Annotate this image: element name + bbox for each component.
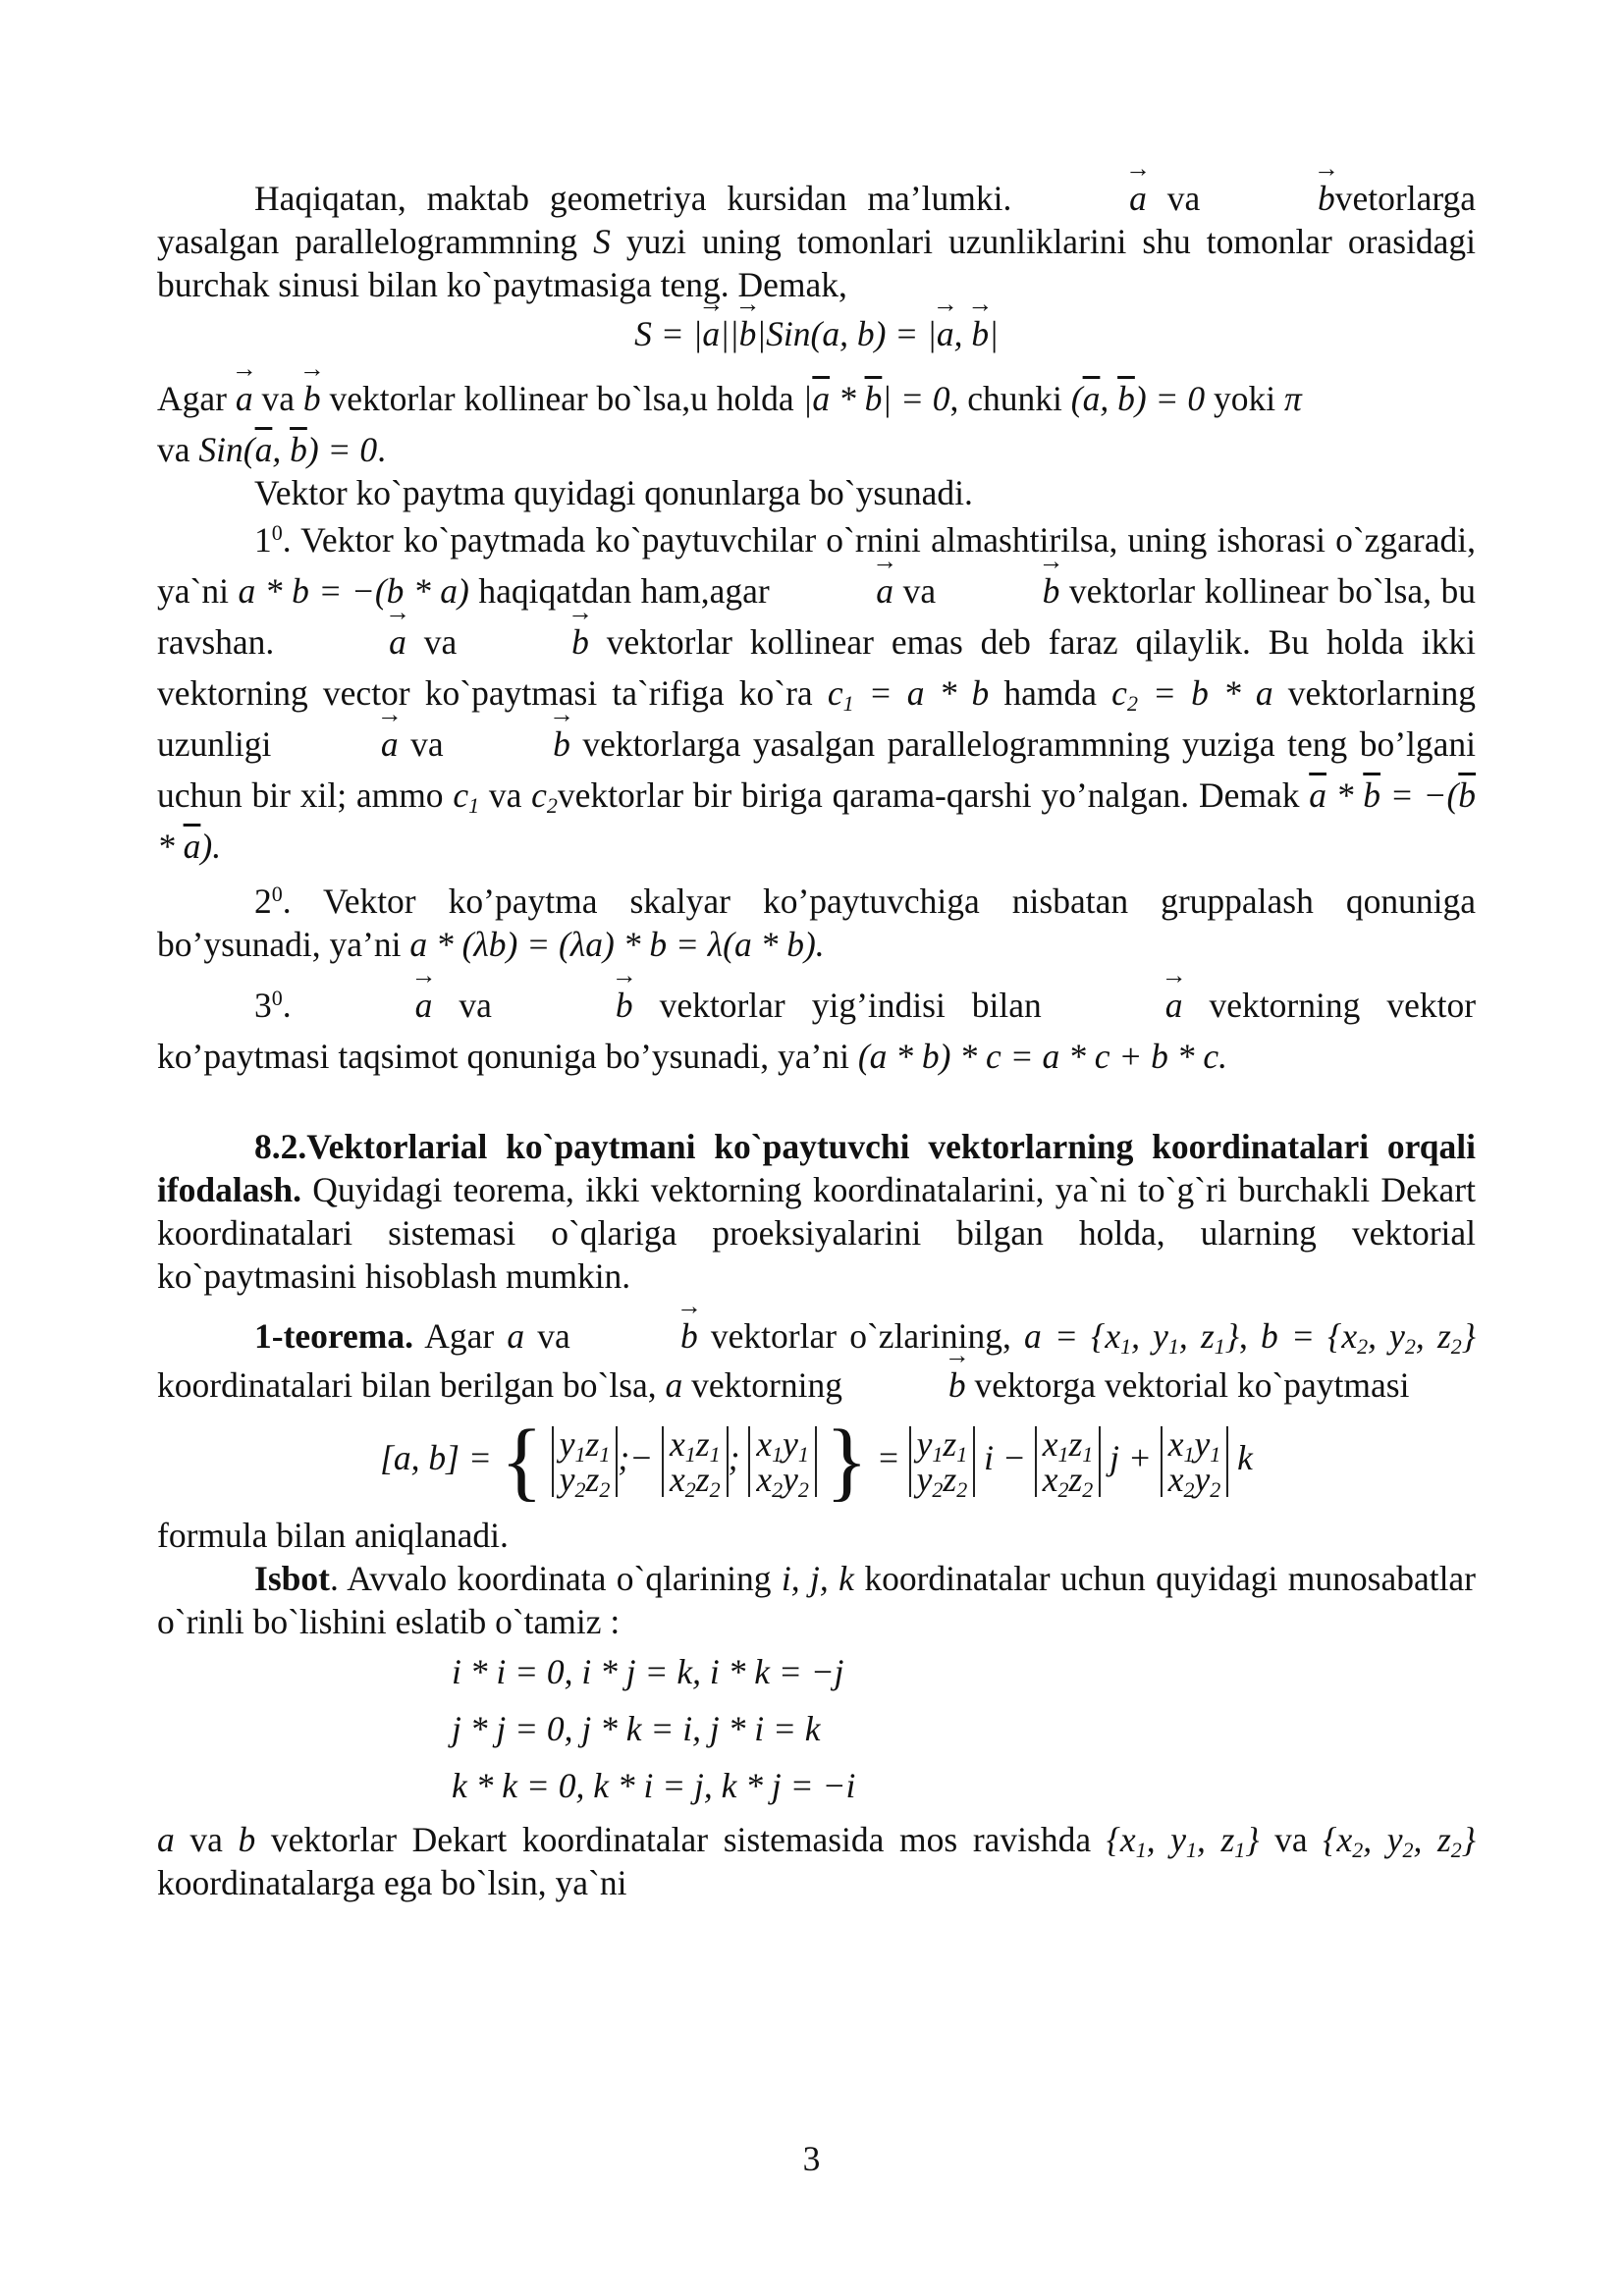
law-2: $2^0$. Vektor ko’paytma skalyar ko’paytuvchiga nisbatan gruppalash qonuniga bo’ysunadi, ya’ni a * (λb) = (λa) * b = λ(a * b). — [157, 881, 1476, 964]
text: koordinatalar uchun quyidagi munosabatlar o`rinli bo`lishini eslatib o`tamiz : — [157, 1559, 1477, 1641]
paragraph-2b: va $Sin(\overline{a}$, $\overline{b}) = 0$. — [157, 430, 386, 469]
text: Haqiqatan, maktab geometriya kursidan ma’lumki. — [254, 179, 1012, 218]
text: koordinatalarga ega bo`lsin, ya`ni — [157, 1863, 627, 1902]
text: koordinatalari bilan berilgan bo`lsa, — [157, 1365, 657, 1405]
law-3: $3^0$. → a va → b vektorlar yig’indisi bilan → a vektorning vektor ko’paytmasi taqsimot qonuniga bo’ysunadi, ya’ni (a * b) * c = a * c + b * c. — [157, 980, 1476, 1082]
section-title: 8.2.Vektorlarial ko`paytmani ko`paytuvchi vektorlarning koordinatalari orqali ifodalash. — [157, 1127, 1476, 1209]
vector-b: → b — [303, 377, 321, 420]
text: vetorlarga yasalgan parallelogrammning — [157, 179, 1477, 261]
relation-i: i * i = 0, i * j = k, i * k = −j — [452, 1652, 844, 1691]
vector-b: → b — [1220, 177, 1335, 220]
law-number: 3 — [254, 986, 272, 1025]
text: . Avvalo koordinata o`qlarining — [329, 1559, 772, 1598]
section-8-2 — [157, 1125, 1476, 1298]
text: Agar — [424, 1316, 495, 1356]
text: vektorlar o`zlarining, — [710, 1316, 1011, 1356]
text: vektorlarning uzunligi — [157, 673, 1476, 764]
text: vektorlar bir biriga qarama-qarshi yo’nalgan. Demak — [557, 775, 1300, 815]
proof: Isbot. Avvalo koordinata o`qlarining i, j, k koordinatalar uchun quyidagi munosabatlar o`rinli bo`lishini eslatib o`tamiz : — [157, 1559, 1477, 1641]
formula: $|\overline{a} * \overline{b}| = 0$ — [802, 379, 950, 418]
law-1: $1^0$. Vektor ko`paytmada ko`paytuvchilar o`rnini almashtirilsa, uning ishorasi o`zgaradi, ya`ni a * b = −(b * a) haqiqatdan ham,agar → a va → b vektorlar kollinear bo`lsa, bu ravshan. → a va → b vektorlar kollinear emas deb faraz qilaylik. Bu holda ikki vektorning vector ko`paytmasi ta`rifiga ko`ra $c_1 = a * b$ hamda $c_2 = b * a$ vektorlarning uzunligi → a va → b vektorlarga yasalgan parallelogrammning yuziga teng bo’lgani uchun bir xil; ammo $c_1$ va $c_2vektorlar$ bir biriga qarama-qarshi yo’nalgan. Demak $\overline{a} * \overline{b} = -(\overline{b} * \overline{a})$. — [157, 514, 1476, 872]
formula-area: S = |→ a||→ b|Sin(a, b) = |→ a, → b| — [157, 312, 1476, 355]
paragraph-2: Agar → a va → b vektorlar kollinear bo`lsa,u holda $|\overline{a} * \overline{b}| = 0$, chunki ($\overline{a}$, $\overline{b}) = 0$ yoki π — [157, 377, 1476, 420]
formula: ($\overline{a}$, $\overline{b}) = 0$ — [1070, 379, 1206, 418]
text: vektorning — [691, 1365, 842, 1405]
unit-vector-relations — [452, 1643, 1476, 1814]
page-number: 3 — [802, 2139, 821, 2178]
text: , chunki — [949, 379, 1062, 418]
text: vektorlar kollinear bo`lsa, bu ravshan. — [157, 571, 1476, 662]
law-number: 1 — [254, 520, 272, 560]
text: hamda — [1003, 673, 1098, 713]
relation-k: k * k = 0, k * i = j, k * j = −i — [452, 1766, 856, 1805]
text: va — [1166, 179, 1201, 218]
text: vektorlar kollinear emas deb faraz qilaylik. Bu holda ikki vektorning vector ko`paytmasi ta`rifiga ko`ra — [157, 622, 1477, 713]
paragraph-last: a va b vektorlar Dekart koordinatalar sistemasida mos ravishda {$x_1$, $y_1$, $z_1$} va {$x_2$, $y_2$, $z_2$} koordinatalarga ega bo`lsin, ya`ni — [157, 1820, 1476, 1902]
text: va — [157, 430, 190, 469]
vector-a: → a — [1032, 177, 1147, 220]
text: . Vektor ko’paytma skalyar ko’paytuvchiga nisbatan gruppalash qonuniga bo’ysunadi, ya’ni — [157, 881, 1476, 964]
text: yoki — [1214, 379, 1276, 418]
document-page — [157, 177, 1476, 1904]
theorem-1: 1-teorema. Agar a va → b vektorlar o`zlarining, $a = \{x_1$, $y_1$, $z_1$}, $b = \{x_2$, $y_2$, $z_2$} koordinatalari bilan berilgan bo`lsa, a vektorning → b vektorga vektorial ko`paytmasi — [157, 1311, 1476, 1410]
text: Quyidagi teorema, ikki vektorning koordinatalarini, ya`ni to`g`ri burchakli Dekart koordinatalari sistemasi o`qlariga proeksiyalarini bilgan holda, ularning vektorial ko`paytmasini hisoblash mumkin. — [157, 1170, 1476, 1296]
vector-a: → a — [236, 377, 253, 420]
symbol-S: S — [593, 222, 611, 261]
proof-title: Isbot — [254, 1559, 330, 1598]
text: vektorga vektorial ko`paytmasi — [974, 1365, 1410, 1405]
text: formula bilan aniqlanadi. — [157, 1516, 509, 1555]
text: vektorning vektor ko’paytmasi taqsimot qonuniga bo’ysunadi, ya’ni — [157, 986, 1477, 1076]
text: vektorlar Dekart koordinatalar sistemasida mos ravishda — [270, 1820, 1092, 1859]
text: Agar — [157, 379, 227, 418]
theorem-title: 1-teorema. — [254, 1316, 413, 1356]
text: yuzi uning tomonlari uzunliklarini shu tomonlar orasidagi burchak sinusi bilan ko`paytmasiga teng. Demak, — [157, 222, 1477, 304]
law-number: 2 — [254, 881, 272, 921]
text: haqiqatdan ham,agar — [478, 571, 770, 611]
paragraph-1 — [157, 177, 1476, 306]
paragraph-3: Vektor ko`paytma quyidagi qonunlarga bo`ysunadi. — [254, 473, 973, 512]
formula-determinants: [a, b] = { $y_1z_1$ $y_2z_2$ ;− $x_1z_1$ $x_2z_2$ ; $x_1y_1$ $x_2y_2$ } = $y_1z_1$ $y_2z_2$ i − $x_1z_1$ $x_2z_2$ j + $x_1y_1$ $x_2y_2$ k — [380, 1413, 1253, 1510]
text: vektorlarga yasalgan parallelogrammning yuziga teng bo’lgani uchun bir xil; ammo — [157, 724, 1477, 815]
text: vektorlar kollinear bo`lsa,u holda — [329, 379, 794, 418]
formula: $Sin(\overline{a}$, $\overline{b}) = 0$ — [198, 430, 378, 469]
text: vektorlar yig’indisi bilan — [659, 986, 1042, 1025]
text: . Vektor ko`paytmada ko`paytuvchilar o`rnini almashtirilsa, uning ishorasi o`zgaradi, ya`ni — [157, 520, 1476, 611]
relation-j: j * j = 0, j * k = i, j * i = k — [452, 1709, 821, 1748]
